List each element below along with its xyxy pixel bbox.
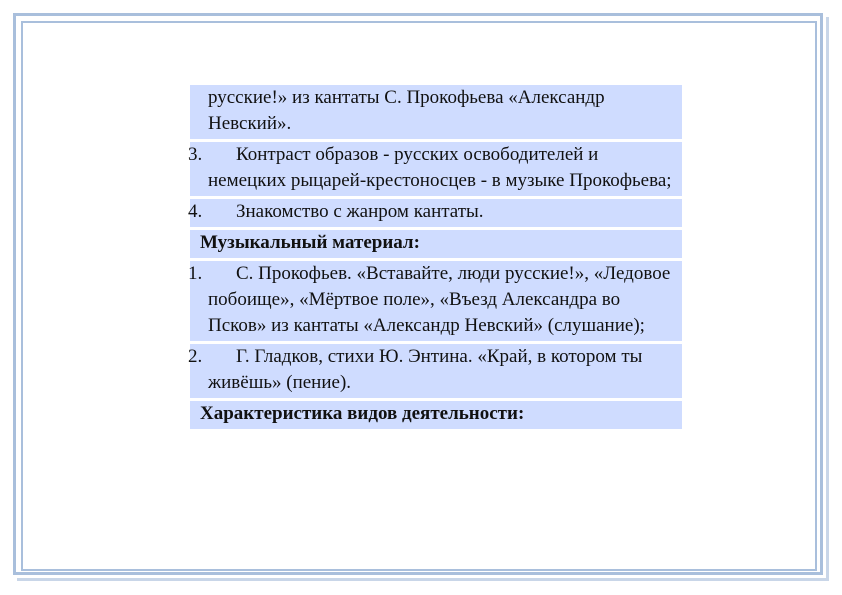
list-item-text: Знакомство с жанром кантаты. — [236, 201, 484, 222]
list-number: 1. — [188, 263, 203, 284]
list-number: 4. — [188, 201, 203, 222]
list-item — [190, 199, 682, 227]
list-item-text: Контраст образов - русских освободителей и немецких рыцарей-крестоносцев - в музыке Прокофьева; — [208, 144, 672, 191]
list-item — [190, 142, 682, 196]
list-item — [190, 344, 682, 398]
list-item — [190, 261, 682, 341]
list-number: 2. — [188, 346, 203, 367]
list-item-text: С. Прокофьев. «Вставайте, люди русские!», «Ледовое побоище», «Мёртвое поле», «Въезд Александра во Псков» из кантаты «Александр Невский» (слушание); — [208, 263, 671, 336]
section-heading-activity: Характеристика видов деятельности: — [190, 401, 682, 429]
list-number: 3. — [188, 144, 203, 165]
section-heading-music: Музыкальный материал: — [190, 230, 682, 258]
text-box — [190, 85, 682, 432]
list-item — [190, 85, 682, 139]
list-item-text: русские!» из кантаты С. Прокофьева «Александр Невский». — [208, 87, 605, 134]
list-item-text: Г. Гладков, стихи Ю. Энтина. «Край, в котором ты живёшь» (пение). — [208, 346, 643, 393]
